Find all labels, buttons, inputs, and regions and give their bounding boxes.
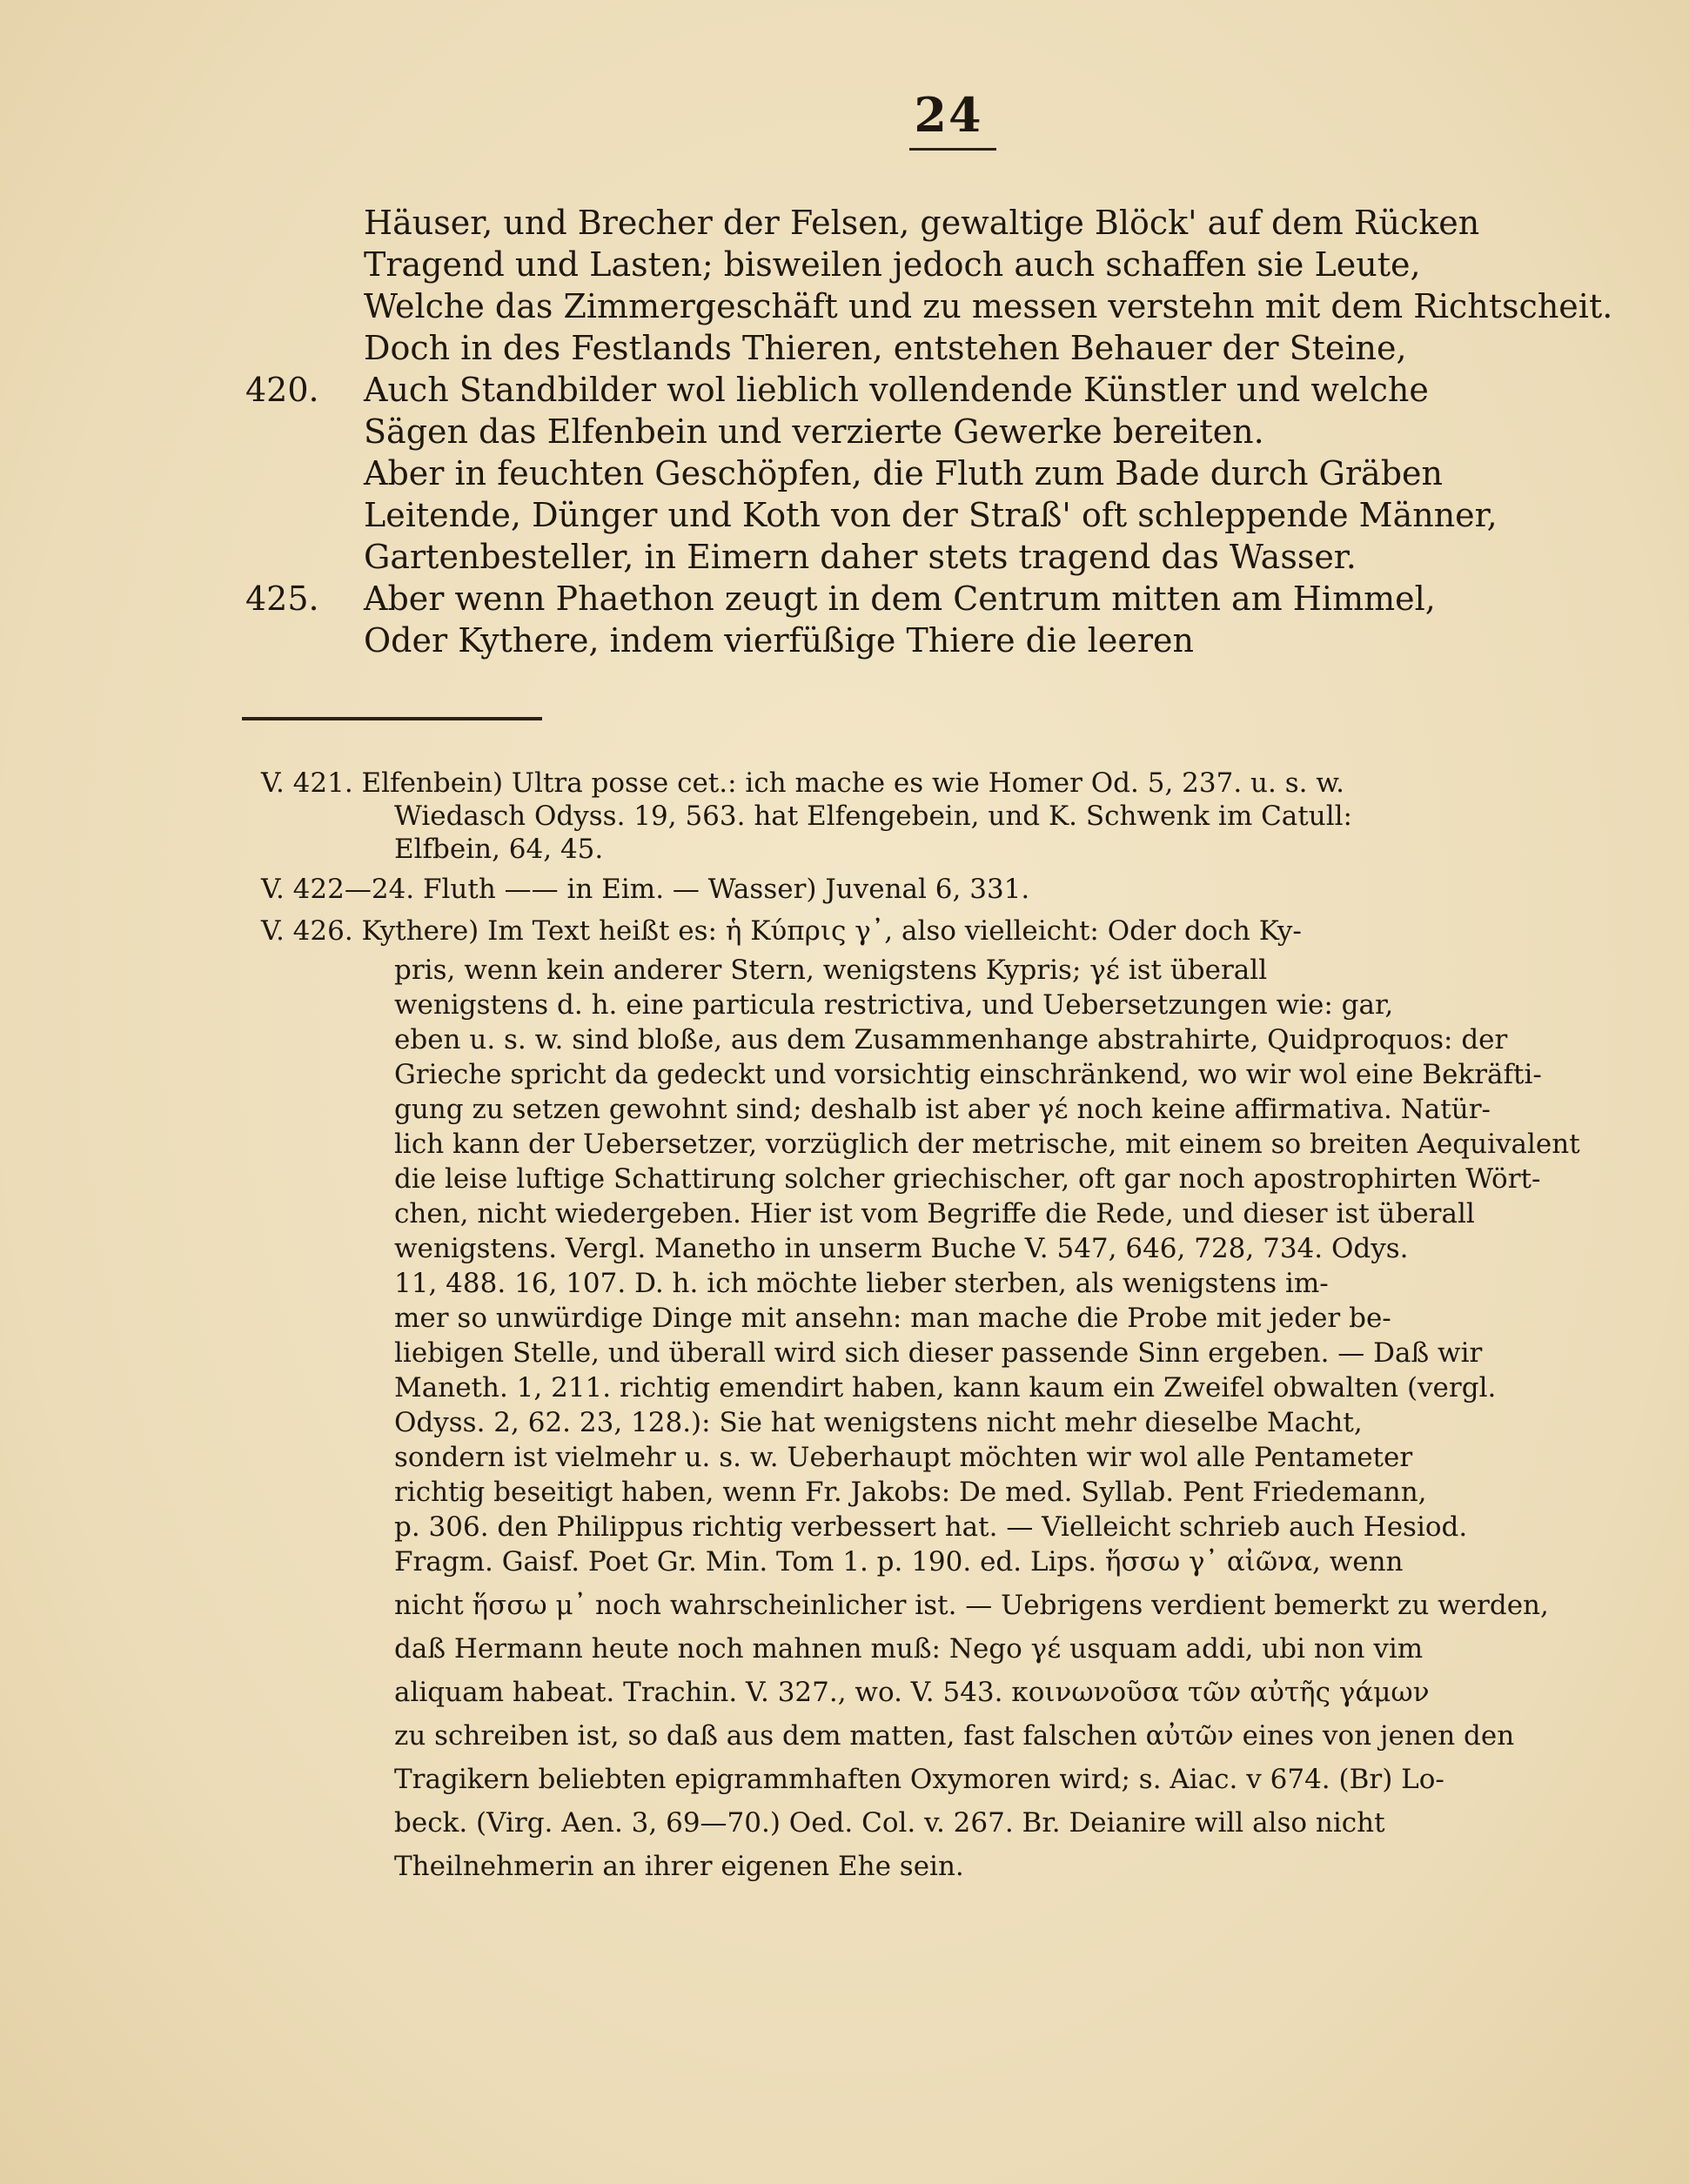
verse-number: 420. xyxy=(245,371,319,409)
footnote-line: Odyss. 2, 62. 23, 128.): Sie hat wenigstens nicht mehr dieselbe Macht, xyxy=(394,1407,1363,1438)
footnote-line: beck. (Virg. Aen. 3, 69—70.) Oed. Col. v. 267. Br. Deianire will also nicht xyxy=(394,1807,1385,1839)
page-number: 24 xyxy=(914,87,983,143)
footnote-line: richtig beseitigt haben, wenn Fr. Jakobs: De med. Syllab. Pent Friedemann, xyxy=(394,1477,1427,1508)
verse-line: Welche das Zimmergeschäft und zu messen verstehn mit dem Richtscheit. xyxy=(364,287,1613,325)
footnote-line: die leise luftige Schattirung solcher griechischer, oft gar noch apostrophirten Wört- xyxy=(394,1163,1541,1195)
verse-line: Auch Standbilder wol lieblich vollendende Künstler und welche xyxy=(364,371,1429,409)
footnote-line: mer so unwürdige Dinge mit ansehn: man mache die Probe mit jeder be- xyxy=(394,1303,1391,1334)
footnote-line: liebigen Stelle, und überall wird sich dieser passende Sinn ergeben. — Daß wir xyxy=(394,1337,1483,1369)
footnote-line: pris, wenn kein anderer Stern, wenigstens Kypris; γέ ist überall xyxy=(394,955,1268,986)
footnote-line: wenigstens. Vergl. Manetho in unserm Buche V. 547, 646, 728, 734. Odys. xyxy=(394,1233,1409,1264)
verse-line: Aber wenn Phaethon zeugt in dem Centrum mitten am Himmel, xyxy=(364,579,1436,618)
footnote-line: p. 306. den Philippus richtig verbessert hat. — Vielleicht schrieb auch Hesiod. xyxy=(394,1511,1468,1543)
footnote-divider xyxy=(242,717,542,720)
verse-line: Aber in feuchten Geschöpfen, die Fluth zum Bade durch Gräben xyxy=(364,454,1443,492)
verse-line: Gartenbesteller, in Eimern daher stets tragend das Wasser. xyxy=(364,538,1357,576)
verse-number: 425. xyxy=(245,579,319,618)
footnote-line: Tragikern beliebten epigrammhaften Oxymoren wird; s. Aiac. v 674. (Br) Lo- xyxy=(394,1764,1444,1795)
footnote-line: zu schreiben ist, so daß aus dem matten, fast falschen αὐτῶν eines von jenen den xyxy=(394,1720,1515,1752)
footnote-line: daß Hermann heute noch mahnen muß: Nego γέ usquam addi, ubi non vim xyxy=(394,1633,1424,1665)
footnote-line: aliquam habeat. Trachin. V. 327., wo. V. 543. κοινωνοῦσα τῶν αὐτῆς γάμων xyxy=(394,1677,1430,1708)
footnote-line: gung zu setzen gewohnt sind; deshalb ist aber γέ noch keine affirmativa. Natür- xyxy=(394,1094,1491,1125)
footnote-line: lich kann der Uebersetzer, vorzüglich der metrische, mit einem so breiten Aequivalent xyxy=(394,1129,1580,1160)
verse-line: Leitende, Dünger und Koth von der Straß' oft schleppende Männer, xyxy=(364,496,1498,534)
footnote-line: Wiedasch Odyss. 19, 563. hat Elfengebein, und K. Schwenk im Catull: xyxy=(394,801,1352,832)
footnote-line: wenigstens d. h. eine particula restrictiva, und Uebersetzungen wie: gar, xyxy=(394,989,1394,1021)
footnote-line: Theilnehmerin an ihrer eigenen Ehe sein. xyxy=(394,1851,964,1882)
verse-line: Sägen das Elfenbein und verzierte Gewerke bereiten. xyxy=(364,412,1264,451)
footnote-line: chen, nicht wiedergeben. Hier ist vom Begriffe die Rede, und dieser ist überall xyxy=(394,1198,1475,1229)
verse-line: Oder Kythere, indem vierfüßige Thiere die leeren xyxy=(364,621,1194,660)
footnote-line: Maneth. 1, 211. richtig emendirt haben, kann kaum ein Zweifel obwalten (vergl. xyxy=(394,1372,1497,1404)
footnote-line: Elfbein, 64, 45. xyxy=(394,834,604,865)
footnote-line: sondern ist vielmehr u. s. w. Ueberhaupt möchten wir wol alle Pentameter xyxy=(394,1442,1413,1473)
footnote-line: Fragm. Gaisf. Poet Gr. Min. Tom 1. p. 190. ed. Lips. ἥσσω γ᾽ αἰῶνα, wenn xyxy=(394,1546,1404,1578)
footnote-line: V. 426. Kythere) Im Text heißt es: ἡ Κύπρις γ᾽, also vielleicht: Oder doch Ky- xyxy=(261,915,1302,947)
verse-line: Doch in des Festlands Thieren, entstehen Behauer der Steine, xyxy=(364,329,1407,367)
verse-line: Tragend und Lasten; bisweilen jedoch auch schaffen sie Leute, xyxy=(364,245,1421,284)
page-number-rule xyxy=(909,148,996,151)
footnote-line: Grieche spricht da gedeckt und vorsichtig einschränkend, wo wir wol eine Bekräfti- xyxy=(394,1059,1542,1090)
verse-line: Häuser, und Brecher der Felsen, gewaltige Blöck' auf dem Rücken xyxy=(364,204,1480,242)
footnote-line: 11, 488. 16, 107. D. h. ich möchte lieber sterben, als wenigstens im- xyxy=(394,1268,1329,1299)
footnote-line: eben u. s. w. sind bloße, aus dem Zusammenhange abstrahirte, Quidproquos: der xyxy=(394,1024,1508,1055)
footnote-line: V. 422—24. Fluth —— in Eim. — Wasser) Juvenal 6, 331. xyxy=(261,874,1030,905)
footnote-line: V. 421. Elfenbein) Ultra posse cet.: ich mache es wie Homer Od. 5, 237. u. s. w. xyxy=(261,767,1345,799)
footnote-line: nicht ἥσσω μ᾽ noch wahrscheinlicher ist. — Uebrigens verdient bemerkt zu werden, xyxy=(394,1590,1549,1621)
